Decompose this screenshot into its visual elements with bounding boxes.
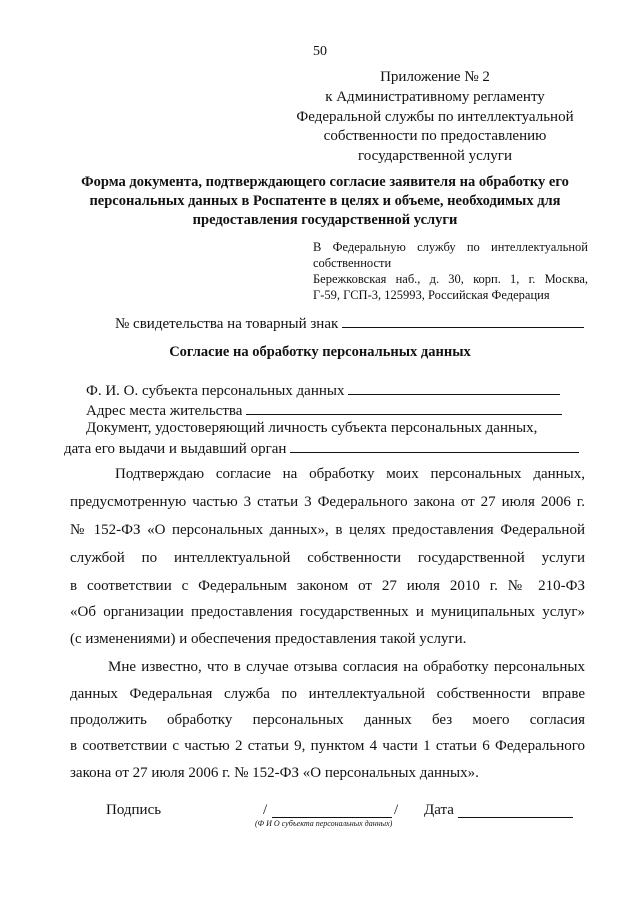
signature-slash-right: / [394, 802, 399, 818]
date-label: Дата [424, 802, 454, 818]
appendix-line: Федеральной службы по интеллектуальной [296, 109, 574, 125]
form-title-line: Форма документа, подтверждающего согласие заявителя на обработку его [81, 174, 569, 190]
date-input-line[interactable] [458, 802, 573, 818]
certificate-input-line[interactable] [342, 314, 584, 328]
paragraph-line: данных Федеральная служба по интеллектуальной собственности вправе [70, 686, 585, 702]
page-number: 50 [313, 44, 327, 59]
fio-input-line[interactable] [348, 381, 560, 395]
address-label: Адрес места жительства [86, 403, 243, 419]
document-input-line[interactable] [290, 439, 579, 453]
signature-input-line[interactable] [272, 802, 392, 818]
addressee-line: Бережковская наб., д. 30, корп. 1, г. Москва, [313, 272, 588, 286]
appendix-line: Приложение № 2 [380, 69, 490, 85]
paragraph-line: в соответствии с частью 2 статьи 9, пунктом 4 части 1 статьи 6 Федерального [70, 738, 585, 754]
address-input-line[interactable] [246, 401, 562, 415]
signature-label: Подпись [106, 802, 162, 818]
address-field [86, 401, 562, 420]
paragraph-line: предусмотренную частью 3 статьи 3 Федерального закона от 27 июля 2006 г. [70, 494, 585, 510]
document-field [64, 439, 579, 458]
certificate-label: № свидетельства на товарный знак [115, 316, 339, 332]
signature-slash-left: / [263, 802, 268, 818]
document-label-line2: дата его выдачи и выдавший орган [64, 441, 287, 457]
form-title-line: персональных данных в Роспатенте в целях и объеме, необходимых для [89, 193, 561, 209]
document-label-line1: Документ, удостоверяющий личность субъекта персональных данных, [86, 420, 538, 436]
appendix-line: собственности по предоставлению [323, 128, 547, 144]
appendix-line: государственной услуги [358, 148, 512, 164]
paragraph-line: Мне известно, что в случае отзыва согласия на обработку персональных [108, 659, 585, 675]
form-title-line: предоставления государственной услуги [192, 212, 458, 228]
appendix-line: к Административному регламенту [325, 89, 545, 105]
addressee-line: В Федеральную службу по интеллектуальной [313, 240, 588, 254]
paragraph-line: службой по интеллектуальной собственности государственной услуги [70, 550, 585, 566]
paragraph-line: продолжить обработку персональных данных без моего согласия [70, 712, 585, 728]
paragraph-line: закона от 27 июля 2006 г. № 152-ФЗ «О персональных данных». [70, 765, 479, 781]
certificate-field [115, 314, 584, 333]
paragraph-line: № 152-ФЗ «О персональных данных», в целях предоставления Федеральной [70, 522, 585, 538]
fio-field [86, 381, 560, 400]
signature-caption: (Ф И О субъекта персональных данных) [255, 819, 393, 828]
paragraph-line: в соответствии с Федеральным законом от 27 июля 2010 г. № 210-ФЗ [70, 578, 585, 594]
fio-label: Ф. И. О. субъекта персональных данных [86, 383, 345, 399]
addressee-line: собственности [313, 256, 392, 270]
paragraph-line: «Об организации предоставления государственных и муниципальных услуг» [70, 604, 585, 620]
paragraph-line: (с изменениями) и обеспечения предоставления такой услуги. [70, 631, 467, 647]
consent-title: Согласие на обработку персональных данных [169, 344, 471, 360]
paragraph-line: Подтверждаю согласие на обработку моих персональных данных, [115, 466, 585, 482]
addressee-line: Г-59, ГСП-3, 125993, Российская Федерация [313, 288, 550, 302]
